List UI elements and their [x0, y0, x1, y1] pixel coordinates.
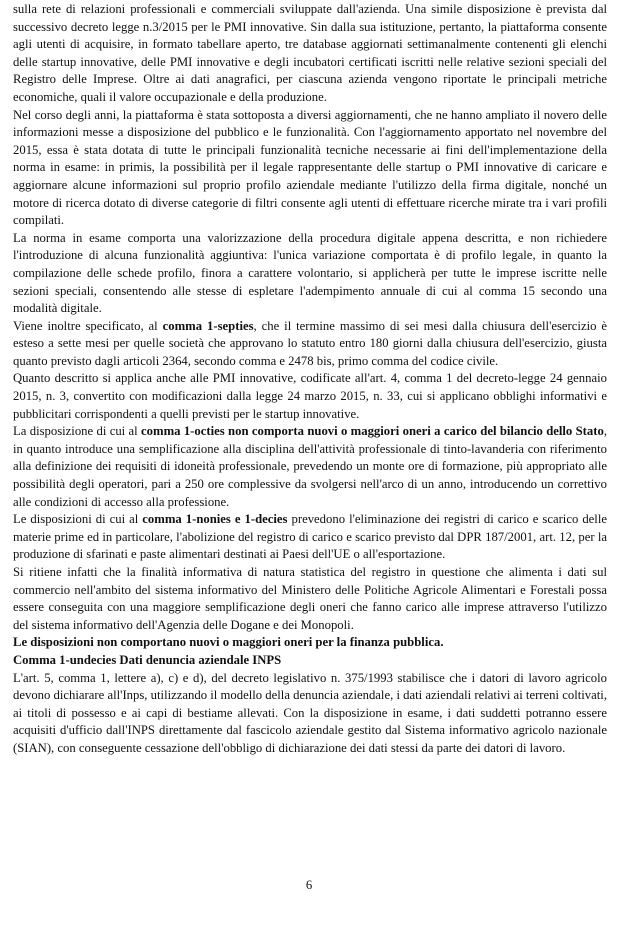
- paragraph-platform-updates: [13, 107, 607, 230]
- paragraph-text: sulla rete di relazioni professionali e commerciali sviluppate dall'azienda. Una simile disposizione è prevista dal successivo decreto legge n.3/2015 per le PMI innovative. Sin dalla sua istituzione, pertanto, la piattaforma consente agli utenti di acquisire, in formato tabellare aperto, tre database aggiornati settimanalmente contenenti gli elenchi delle startup innovative, delle PMI innovative e degli incubatori certificati iscritti nelle relative sezioni speciali del Registro delle Imprese. Oltre ai dati anagrafici, per ciascuna azienda vengono riportate le principali metriche economiche, quali il valore occupazionale e della produzione.: [13, 2, 607, 104]
- heading-text: Comma 1-undecies Dati denuncia aziendale INPS: [13, 652, 282, 667]
- paragraph-comma-1-nonies: [13, 511, 607, 564]
- paragraph-comma-1-octies: [13, 423, 607, 511]
- page-number: 6: [305, 878, 313, 892]
- paragraph-statistical-purpose: [13, 564, 607, 634]
- paragraph-text: Le disposizioni di cui al: [13, 512, 143, 527]
- paragraph-pmi-innovative: [13, 370, 607, 423]
- paragraph-text: La norma in esame comporta una valorizzazione della procedura digitale appena descritta, e non richiedere l'introduzione di alcuna funzionalità aggiuntiva: l'unica variazione comportata è di profilo legale, in quanto la compilazione delle schede profilo, finora a carattere volontario, si applicherà per tutte le imprese iscritte nelle sezioni speciali, consentendo alle stesse di espletare l'adempimento annuale di cui al comma 15 secondo una modalità digitale.: [13, 230, 607, 316]
- paragraph-text: , che il termine massimo di sei mesi dalla chiusura dell'esercizio è esteso a sette mesi per quelle società che approvano lo statuto entro 180 giorni dalla chiusura dell'esercizio, giusta quanto previsto dagli articoli 2364, secondo comma e 2478 bis, primo comma del codice civile.: [13, 318, 607, 368]
- paragraph-digital-procedure: [13, 230, 607, 318]
- heading-text: Le disposizioni non comportano nuovi o maggiori oneri per la finanza pubblica.: [13, 635, 444, 650]
- paragraph-comma-1-septies: [13, 318, 607, 371]
- paragraph-text: prevedono l'eliminazione dei registri di carico e scarico delle materie prime ed in particolare, l'abolizione del registro di carico e scarico previsto dal DPR 187/2001, art. 12, per la produzione di sfarinati e paste alimentari destinati ai Paesi dell'UE o all'esportazione.: [13, 512, 607, 562]
- document-page: [13, 1, 607, 758]
- bold-reference: comma 1-nonies e 1-decies: [142, 512, 288, 527]
- paragraph-startup-database: [13, 1, 607, 107]
- heading-no-financial-burden: [13, 634, 607, 652]
- paragraph-text: Viene inoltre specificato, al: [13, 318, 163, 333]
- paragraph-text: Quanto descritto si applica anche alle PMI innovative, codificate all'art. 4, comma 1 del decreto-legge 24 gennaio 2015, n. 3, convertito con modificazioni dalla legge 24 marzo 2015, n. 33, cui si applicano obblighi informativi e pubblicitari corrispondenti a quelli previsti per le startup innovative.: [13, 371, 607, 421]
- paragraph-text: , in quanto introduce una semplificazione alla disciplina dell'attività professionale di tinto-lavanderia con riferimento alla definizione dei requisiti di idoneità professionale, prevedendo un monte ore di formazione, più appropriato alle possibilità degli operatori, pari a 250 ore complessive da svolgersi nell'arco di un anno, introducendo un correttivo alle condizioni di accesso alla professione.: [13, 424, 607, 509]
- bold-reference: comma 1-octies non comporta nuovi o maggiori oneri a carico del bilancio dello Stato: [141, 424, 604, 439]
- paragraph-text: Si ritiene infatti che la finalità informativa di natura statistica del registro in questione che alimenta i dati sul commercio nell'ambito del sistema informativo del Ministero delle Politiche Agricole Alimentari e Forestali possa essere conseguita con una maggiore semplificazione degli oneri che fanno carico alle imprese attraverso l'utilizzo del sistema informativo dell'Agenzia delle Dogane e dei Monopoli.: [13, 565, 607, 632]
- paragraph-text: La disposizione di cui al: [13, 424, 142, 439]
- bold-reference: comma 1-septies: [162, 318, 254, 333]
- paragraph-text: Nel corso degli anni, la piattaforma è stata sottoposta a diversi aggiornamenti, che ne hanno ampliato il novero delle informazioni messe a disposizione del pubblico e le funzionalità. Con l'aggiornamento apportato nel novembre del 2015, essa è stata dotata di tutte le principali funzionalità tecniche necessarie ai fini dell'implementazione della norma in esame: in primis, la possibilità per il legale rappresentante delle startup o PMI innovative di caricare e aggiornare alcune informazioni sul proprio profilo aziendale mediante l'utilizzo della firma digitale, nonché un motore di ricerca dotato di diverse categorie di filtri consente agli utenti di effettuare ricerche mirate tra i vari profili compilati.: [13, 107, 607, 228]
- paragraph-inps-declaration: [13, 670, 607, 758]
- heading-comma-1-undecies: [13, 652, 607, 670]
- paragraph-text: L'art. 5, comma 1, lettere a), c) e d), del decreto legislativo n. 375/1993 stabilisce che i datori di lavoro agricolo devono dichiarare all'Inps, utilizzando il modello della denuncia aziendale, i dati aziendali relativi ai terreni coltivati, ai titoli di possesso e ai capi di bestiame allevati. Con la disposizione in esame, i dati suddetti potranno essere acquisiti d'ufficio dall'INPS direttamente dal fascicolo aziendale gestito dal Sistema informativo agricolo nazionale (SIAN), con conseguente cessazione dell'obbligo di dichiarazione dei dati stessi da parte dei datori di lavoro.: [13, 670, 607, 755]
